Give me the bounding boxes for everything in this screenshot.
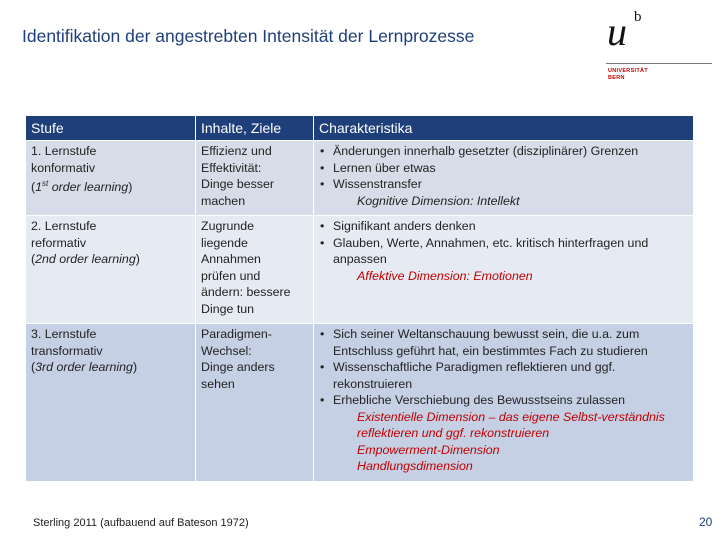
header-charakteristika: Charakteristika xyxy=(314,116,694,141)
dimension-label: Affektive Dimension: Emotionen xyxy=(357,268,533,283)
table-row xyxy=(26,216,694,324)
header-stufe: Stufe xyxy=(26,116,196,141)
list-item: • Erhebliche Verschiebung des Bewusstseins zulassen xyxy=(320,393,626,407)
inhalte-cell: Effizienz und Effektivität: Dinge besser machen xyxy=(196,141,314,216)
university-logo: u b UNIVERSITÄT BERN xyxy=(604,6,716,96)
inhalte-cell: Zugrunde liegende Annahmen prüfen und ändern: bessere Dinge tun xyxy=(196,216,314,324)
list-item: • Lernen über etwas xyxy=(320,160,436,175)
table-row xyxy=(26,324,694,481)
charakteristika-cell xyxy=(314,141,694,216)
dimension-label: Existentielle Dimension – das eigene Selbst-verständnis reflektieren und ggf. rekonstruieren xyxy=(357,409,665,440)
page-number: 20 xyxy=(699,515,713,529)
list-item: • Wissenstransfer xyxy=(320,177,422,191)
dimension-label: Kognitive Dimension: Intellekt xyxy=(357,193,520,208)
table-header-row xyxy=(26,116,694,141)
list-item: • Signifikant anders denken xyxy=(320,219,476,233)
inhalte-cell: Paradigmen- Wechsel: Dinge anders sehen xyxy=(196,324,314,481)
dimension-label: Handlungsdimension xyxy=(357,459,473,473)
header-inhalte: Inhalte, Ziele xyxy=(196,116,314,141)
list-item: • Sich seiner Weltanschauung bewusst sein, die u.a. zum Entschluss geführt hat, ein bestimmtes Fach zu studieren xyxy=(320,327,648,358)
source-citation: Sterling 2011 (aufbauend auf Bateson 1972) xyxy=(33,517,249,529)
learning-stages-table xyxy=(26,116,694,481)
list-item: • Glauben, Werte, Annahmen, etc. kritisch hinterfragen und anpassen xyxy=(320,235,649,266)
stufe-cell: 2. Lernstufe reformativ (2nd order learning) xyxy=(26,216,196,324)
stufe-cell: 3. Lernstufe transformativ (3rd order learning) xyxy=(26,324,196,481)
stufe-cell: 1. Lernstufe konformativ (1st order learning) xyxy=(26,141,196,216)
slide-title: Identifikation der angestrebten Intensität der Lernprozesse xyxy=(22,26,475,46)
logo-divider xyxy=(606,63,712,64)
table-row xyxy=(26,141,694,216)
charakteristika-cell xyxy=(314,324,694,481)
charakteristika-cell xyxy=(314,216,694,324)
list-item: • Wissenschaftliche Paradigmen reflektieren und ggf. rekonstruieren xyxy=(320,360,616,391)
dimension-label: Empowerment-Dimension xyxy=(357,442,500,457)
logo-wordmark: UNIVERSITÄT BERN xyxy=(608,68,648,81)
list-item: • Änderungen innerhalb gesetzter (disziplinärer) Grenzen xyxy=(320,144,639,158)
